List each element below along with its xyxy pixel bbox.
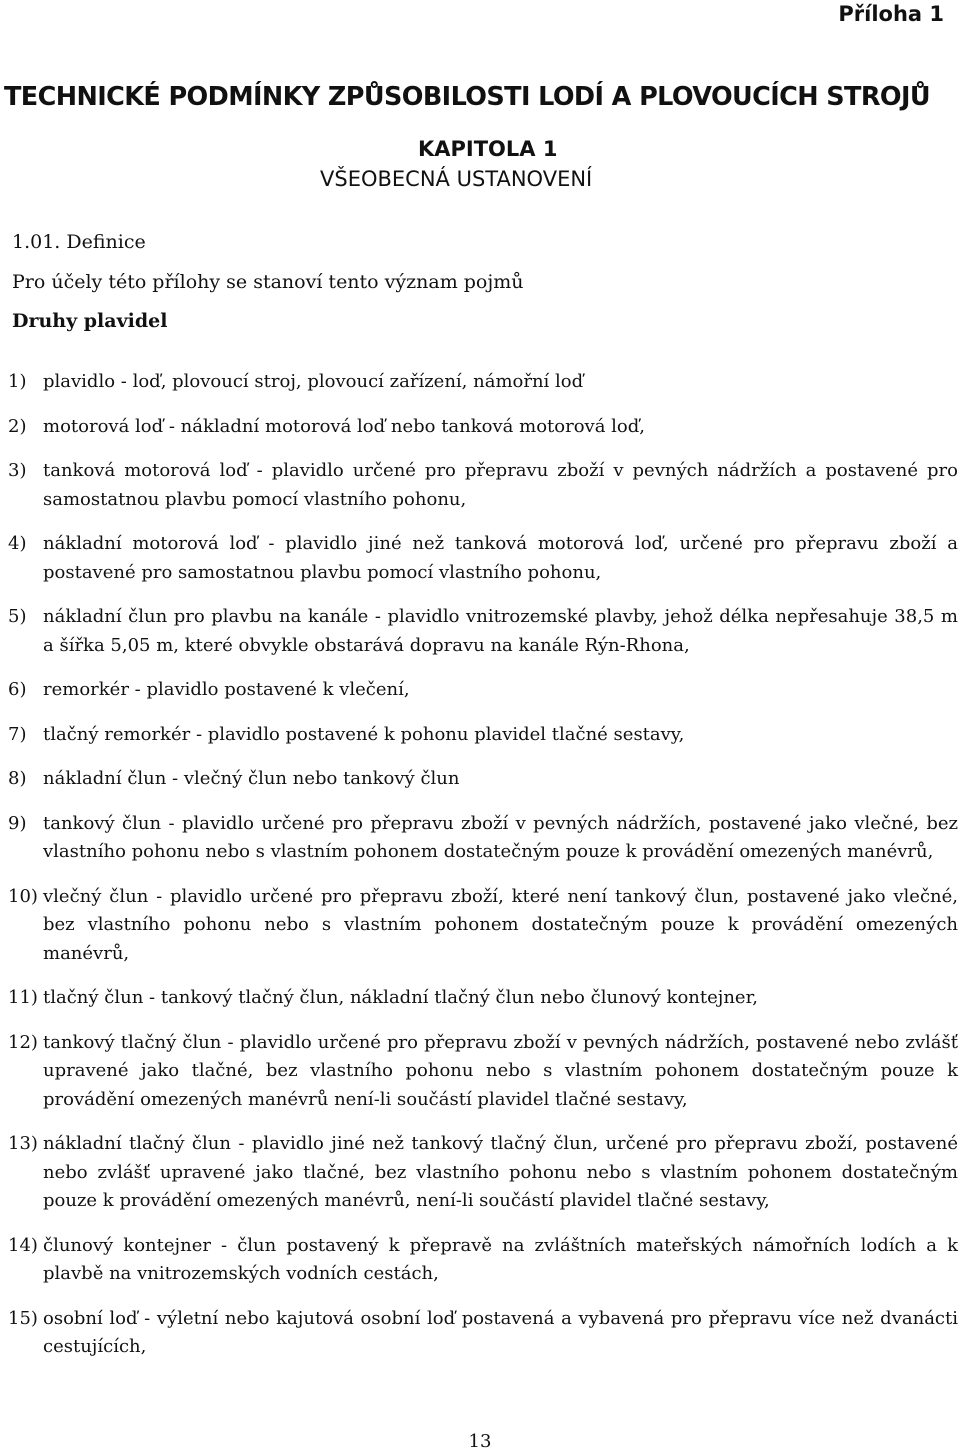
definition-text: tankový člun - plavidlo určené pro přepravu zboží v pevných nádržích, postavené jako vlečné, bez vlastního pohonu nebo s vlastním pohonem dostatečným pouze k provádění omezených manévrů, — [43, 812, 958, 862]
definition-item — [8, 1130, 958, 1216]
document-title: TECHNICKÉ PODMÍNKY ZPŮSOBILOSTI LODÍ A PLOVOUCÍCH STROJŮ — [4, 82, 930, 112]
definition-text: tankový tlačný člun - plavidlo určené pro přepravu zboží v pevných nádržích, postavené nebo zvlášť upravené jako tlačné, bez vlastního pohonu nebo s vlastním pohonem dostatečným pouze k provádění omezených manévrů není-li součástí plavidel tlačné sestavy, — [43, 1031, 958, 1110]
definition-item — [8, 1232, 958, 1289]
definitions-list — [8, 368, 958, 1378]
section-intro: Pro účely této přílohy se stanoví tento význam pojmů — [12, 271, 524, 293]
definition-number: 3) — [8, 460, 27, 481]
definition-number: 15) — [8, 1307, 38, 1329]
definition-number: 1) — [8, 371, 27, 392]
definition-text: vlečný člun - plavidlo určené pro přepravu zboží, které není tankový člun, postavené jako vlečné, bez vlastního pohonu nebo s vlastním pohonem dostatečným pouze k provádění omezených manévrů, — [43, 885, 958, 964]
definition-text: tlačný člun - tankový tlačný člun, nákladní tlačný člun nebo člunový kontejner, — [43, 987, 758, 1008]
definition-item — [8, 765, 958, 794]
definition-item — [8, 457, 958, 514]
definition-text: nákladní motorová loď - plavidlo jiné než tanková motorová loď, určené pro přepravu zboží a postavené pro samostatnou plavbu pomocí vlastního pohonu, — [43, 533, 958, 583]
definition-item — [8, 413, 958, 442]
page-number: 13 — [468, 1431, 492, 1452]
definition-item — [8, 883, 958, 969]
chapter-number: KAPITOLA 1 — [418, 137, 558, 161]
definition-text: nákladní člun - vlečný člun nebo tankový člun — [43, 768, 460, 789]
definition-item — [8, 1029, 958, 1115]
definition-item — [8, 676, 958, 705]
definition-text: nákladní člun pro plavbu na kanále - plavidlo vnitrozemské plavby, jehož délka nepřesahuje 38,5 m a šířka 5,05 m, které obvykle obstarává dopravu na kanále Rýn-Rhona, — [43, 606, 958, 656]
chapter-name: VŠEOBECNÁ USTANOVENÍ — [320, 167, 593, 191]
definition-number: 7) — [8, 723, 27, 745]
definition-item — [8, 810, 958, 867]
definition-text: remorkér - plavidlo postavené k vlečení, — [43, 679, 410, 700]
definition-number: 11) — [8, 987, 38, 1008]
definition-item — [8, 984, 958, 1013]
definition-text: motorová loď - nákladní motorová loď nebo tanková motorová loď, — [43, 415, 645, 437]
definition-item — [8, 368, 958, 397]
definition-number: 2) — [8, 415, 27, 437]
definition-text: plavidlo - loď, plovoucí stroj, plovoucí zařízení, námořní loď — [43, 371, 584, 392]
definition-item — [8, 603, 958, 660]
definition-number: 10) — [8, 885, 38, 907]
definition-text: tlačný remorkér - plavidlo postavené k pohonu plavidel tlačné sestavy, — [43, 723, 685, 745]
definition-text: tanková motorová loď - plavidlo určené pro přepravu zboží v pevných nádržích a postavené pro samostatnou plavbu pomocí vlastního pohonu, — [43, 460, 958, 510]
chapter-heading — [0, 134, 960, 194]
definition-number: 14) — [8, 1234, 38, 1256]
definition-number: 6) — [8, 679, 27, 700]
definition-number: 5) — [8, 606, 27, 627]
definition-number: 12) — [8, 1031, 38, 1053]
definition-text: osobní loď - výletní nebo kajutová osobní loď postavená a vybavená pro přepravu více než dvanácti cestujících, — [43, 1307, 958, 1357]
definition-item — [8, 1305, 958, 1362]
definition-item — [8, 530, 958, 587]
definition-text: nákladní tlačný člun - plavidlo jiné než tankový tlačný člun, určené pro přepravu zboží, postavené nebo zvlášť upravené jako tlačné, bez vlastního pohonu nebo s vlastním pohonem dostatečným pouze k provádění omezených manévrů, není-li součástí plavidel tlačné sestavy, — [43, 1133, 958, 1211]
section-heading: 1.01. Definice — [12, 231, 146, 253]
definition-text: člunový kontejner - člun postavený k přepravě na zvláštních mateřských námořních lodích a k plavbě na vnitrozemských vodních cestách, — [43, 1234, 958, 1284]
definition-item — [8, 721, 958, 750]
definition-number: 13) — [8, 1133, 38, 1154]
definition-number: 4) — [8, 533, 27, 554]
definition-number: 8) — [8, 768, 27, 789]
appendix-label: Příloha 1 — [838, 2, 944, 26]
definition-number: 9) — [8, 812, 27, 834]
section-subheading: Druhy plavidel — [12, 310, 168, 332]
